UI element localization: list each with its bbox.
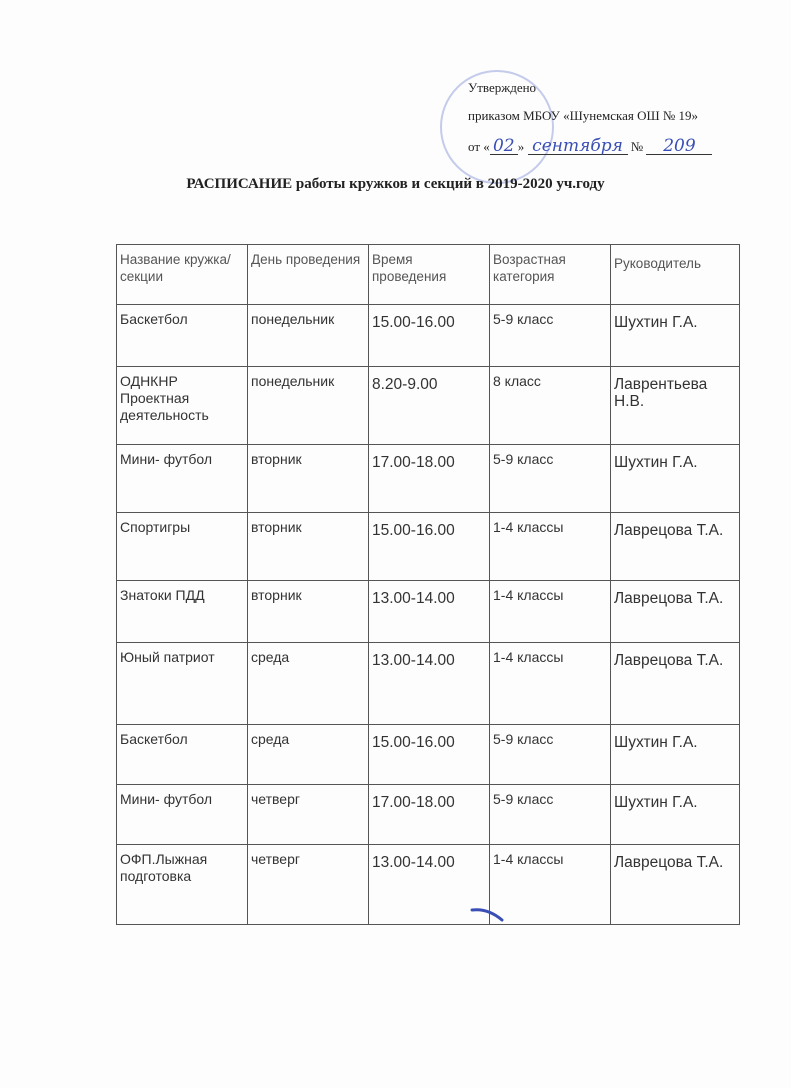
table-row — [117, 845, 740, 925]
cell-name: ОДНКНР Проектная деятельность — [117, 367, 248, 445]
cell-day: вторник — [248, 513, 369, 581]
table-row — [117, 305, 740, 367]
cell-day: среда — [248, 643, 369, 725]
cell-day: среда — [248, 725, 369, 785]
pen-mark — [470, 908, 504, 922]
cell-age: 1-4 классы — [490, 581, 611, 643]
cell-name: ОФП.Лыжная подготовка — [117, 845, 248, 925]
table-row — [117, 725, 740, 785]
approval-date-line — [468, 138, 712, 155]
cell-day: четверг — [248, 785, 369, 845]
table-header-row — [117, 245, 740, 305]
cell-time: 15.00-16.00 — [369, 513, 490, 581]
approval-day: 02 — [490, 138, 518, 155]
approval-from: от « — [468, 139, 490, 154]
cell-leader: Шухтин Г.А. — [611, 305, 740, 367]
cell-day: понедельник — [248, 367, 369, 445]
cell-time: 15.00-16.00 — [369, 305, 490, 367]
cell-name: Баскетбол — [117, 305, 248, 367]
cell-age: 5-9 класс — [490, 725, 611, 785]
cell-age: 8 класс — [490, 367, 611, 445]
cell-time: 17.00-18.00 — [369, 785, 490, 845]
approval-quote-close: » — [517, 139, 525, 154]
header-age: Возрастная категория — [490, 245, 611, 305]
table-row — [117, 445, 740, 513]
table-row — [117, 643, 740, 725]
cell-name: Знатоки ПДД — [117, 581, 248, 643]
cell-name: Мини- футбол — [117, 445, 248, 513]
cell-time: 13.00-14.00 — [369, 845, 490, 925]
cell-leader: Лаврецова Т.А. — [611, 845, 740, 925]
approval-number-sign: № — [630, 139, 644, 154]
table-row — [117, 367, 740, 445]
cell-time: 13.00-14.00 — [369, 643, 490, 725]
cell-leader: Лаврецова Т.А. — [611, 581, 740, 643]
cell-day: вторник — [248, 581, 369, 643]
cell-leader: Лаврецова Т.А. — [611, 643, 740, 725]
approval-title: Утверждено — [468, 80, 537, 95]
cell-leader: Шухтин Г.А. — [611, 785, 740, 845]
approval-block — [468, 80, 712, 155]
header-day: День проведения — [248, 245, 369, 305]
header-leader: Руководитель — [611, 245, 740, 305]
cell-day: четверг — [248, 845, 369, 925]
cell-time: 8.20-9.00 — [369, 367, 490, 445]
approval-order: приказом МБОУ «Шунемская ОШ № 19» — [468, 108, 699, 123]
cell-age: 1-4 классы — [490, 845, 611, 925]
cell-leader: Лаврентьева Н.В. — [611, 367, 740, 445]
cell-leader: Шухтин Г.А. — [611, 445, 740, 513]
cell-age: 5-9 класс — [490, 785, 611, 845]
approval-month: сентября — [528, 138, 628, 155]
approval-number: 209 — [646, 138, 712, 155]
cell-day: вторник — [248, 445, 369, 513]
schedule-table — [116, 244, 740, 925]
header-name: Название кружка/секции — [117, 245, 248, 305]
table-row — [117, 581, 740, 643]
page-title: РАСПИСАНИЕ работы кружков и секций в 2019-2020 уч.году — [186, 176, 605, 192]
cell-time: 15.00-16.00 — [369, 725, 490, 785]
cell-leader: Шухтин Г.А. — [611, 725, 740, 785]
cell-age: 5-9 класс — [490, 305, 611, 367]
header-time: Время проведения — [369, 245, 490, 305]
cell-name: Юный патриот — [117, 643, 248, 725]
cell-leader: Лаврецова Т.А. — [611, 513, 740, 581]
cell-age: 1-4 классы — [490, 643, 611, 725]
cell-time: 17.00-18.00 — [369, 445, 490, 513]
cell-name: Мини- футбол — [117, 785, 248, 845]
cell-name: Спортигры — [117, 513, 248, 581]
table-row — [117, 513, 740, 581]
cell-age: 5-9 класс — [490, 445, 611, 513]
cell-time: 13.00-14.00 — [369, 581, 490, 643]
cell-day: понедельник — [248, 305, 369, 367]
cell-name: Баскетбол — [117, 725, 248, 785]
cell-age: 1-4 классы — [490, 513, 611, 581]
table-row — [117, 785, 740, 845]
